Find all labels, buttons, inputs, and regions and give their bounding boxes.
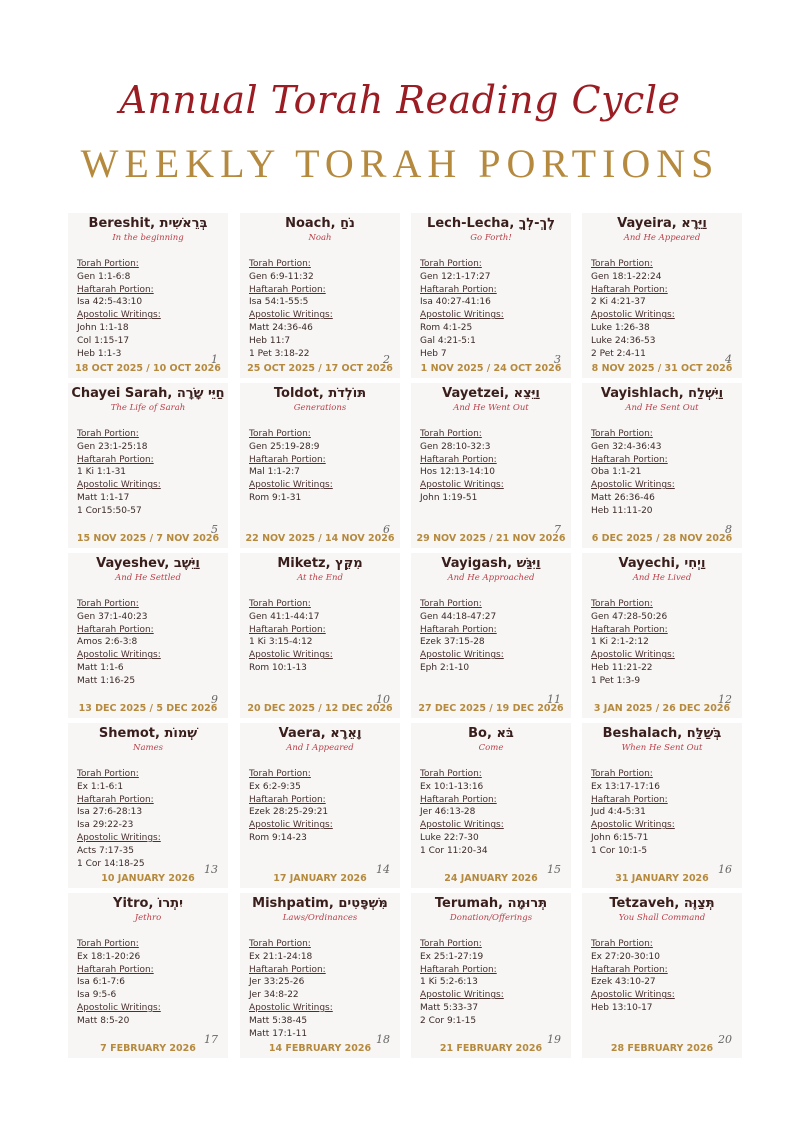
readings <box>591 938 675 1015</box>
portion-name: Vayishlach, וַיִּשְׁלַח <box>600 386 724 401</box>
portion-card <box>68 723 228 888</box>
portion-card <box>582 213 742 378</box>
readings <box>77 938 161 1028</box>
haftarah-heading: Haftarah Portion: <box>249 794 326 805</box>
portion-card <box>240 553 400 718</box>
portion-name: Vaera, וָאֵרָא <box>278 726 362 741</box>
readings <box>249 598 333 675</box>
apostolic-heading: Apostolic Writings: <box>420 990 504 1001</box>
readings <box>591 258 675 360</box>
portion-date: 7 FEBRUARY 2026 <box>100 1043 196 1054</box>
apostolic-heading: Apostolic Writings: <box>591 990 675 1001</box>
apostolic-heading: Apostolic Writings: <box>420 480 504 491</box>
torah-heading: Torah Portion: <box>420 429 482 439</box>
apostolic-reading: Luke 22:7-30 <box>420 832 479 843</box>
torah-reading: Gen 37:1-40:23 <box>77 611 148 622</box>
haftarah-heading: Haftarah Portion: <box>77 454 154 465</box>
portion-card <box>411 893 571 1058</box>
apostolic-reading: Rom 10:1-13 <box>249 662 307 673</box>
haftarah-heading: Haftarah Portion: <box>420 964 497 975</box>
haftarah-heading: Haftarah Portion: <box>591 454 668 465</box>
apostolic-reading: 2 Pet 2:4-11 <box>591 348 646 359</box>
apostolic-reading: Matt 26:36-46 <box>591 492 655 503</box>
apostolic-reading: Rom 9:14-23 <box>249 832 307 843</box>
haftarah-reading: Isa 54:1-55:5 <box>249 297 309 308</box>
haftarah-heading: Haftarah Portion: <box>420 284 497 295</box>
apostolic-reading: Matt 17:1-11 <box>249 1028 308 1039</box>
haftarah-reading: Hos 12:13-14:10 <box>420 467 495 478</box>
portion-card <box>240 723 400 888</box>
haftarah-heading: Haftarah Portion: <box>591 284 668 295</box>
apostolic-reading: Heb 11:7 <box>249 335 291 346</box>
readings <box>77 258 161 360</box>
torah-reading: Ex 25:1-27:19 <box>420 951 484 962</box>
apostolic-heading: Apostolic Writings: <box>249 480 333 491</box>
haftarah-heading: Haftarah Portion: <box>249 624 326 635</box>
portion-card <box>68 383 228 548</box>
torah-heading: Torah Portion: <box>77 599 139 609</box>
haftarah-reading: Jer 34:8-22 <box>249 990 299 1001</box>
torah-reading: Gen 6:9-11:32 <box>249 271 314 282</box>
portion-number: 16 <box>718 863 732 876</box>
haftarah-reading: Oba 1:1-21 <box>591 467 642 478</box>
haftarah-reading: Jer 33:25-26 <box>249 977 305 988</box>
portion-meaning: And He Lived <box>632 573 692 583</box>
apostolic-reading: Luke 24:36-53 <box>591 335 656 346</box>
torah-heading: Torah Portion: <box>591 429 653 439</box>
haftarah-heading: Haftarah Portion: <box>420 624 497 635</box>
portion-date: 17 JANUARY 2026 <box>273 873 367 884</box>
portion-name: Chayei Sarah, חַיֵּי שָֹרָה <box>71 386 225 401</box>
readings <box>77 428 161 518</box>
apostolic-heading: Apostolic Writings: <box>591 480 675 491</box>
portion-name: Shemot, שְׁמוֹת <box>98 726 198 741</box>
haftarah-reading: Jer 46:13-28 <box>420 807 476 818</box>
apostolic-reading: Heb 1:1-3 <box>77 348 122 359</box>
portion-meaning: Noah <box>308 233 332 243</box>
portion-number: 18 <box>376 1033 390 1046</box>
portion-name: Vayechi, וַיְחִי <box>618 556 706 571</box>
haftarah-heading: Haftarah Portion: <box>591 964 668 975</box>
portion-number: 19 <box>547 1033 561 1046</box>
portion-number: 17 <box>204 1033 218 1046</box>
apostolic-heading: Apostolic Writings: <box>249 1002 333 1013</box>
readings <box>591 428 675 518</box>
torah-reading: Ex 10:1-13:16 <box>420 781 484 792</box>
apostolic-heading: Apostolic Writings: <box>420 820 504 831</box>
apostolic-heading: Apostolic Writings: <box>591 310 675 321</box>
portion-number: 14 <box>376 863 390 876</box>
apostolic-reading: Matt 24:36-46 <box>249 322 313 333</box>
readings <box>77 768 161 870</box>
haftarah-heading: Haftarah Portion: <box>420 794 497 805</box>
haftarah-heading: Haftarah Portion: <box>591 624 668 635</box>
portion-name: Miketz, מִקֵּץ <box>277 556 363 571</box>
haftarah-heading: Haftarah Portion: <box>77 794 154 805</box>
apostolic-reading: Gal 4:21-5:1 <box>420 335 476 346</box>
haftarah-reading: Mal 1:1-2:7 <box>249 467 300 478</box>
torah-reading: Gen 47:28-50:26 <box>591 611 668 622</box>
portion-date: 25 OCT 2025 / 17 OCT 2026 <box>247 363 393 374</box>
portion-card <box>68 893 228 1058</box>
apostolic-reading: Col 1:15-17 <box>77 335 130 346</box>
portion-name: Lech-Lecha, לֶךְ-לְךָ <box>427 216 555 231</box>
torah-heading: Torah Portion: <box>249 939 311 949</box>
apostolic-reading: Matt 1:1-6 <box>77 662 124 673</box>
portion-name: Bo, בֹּא <box>468 726 514 741</box>
portion-meaning: Generations <box>293 403 347 413</box>
torah-heading: Torah Portion: <box>591 259 653 269</box>
torah-reading: Ex 13:17-17:16 <box>591 781 660 792</box>
portion-date: 13 DEC 2025 / 5 DEC 2026 <box>78 703 218 714</box>
torah-reading: Gen 41:1-44:17 <box>249 611 320 622</box>
torah-heading: Torah Portion: <box>249 429 311 439</box>
haftarah-reading: Isa 9:5-6 <box>77 990 117 1001</box>
torah-heading: Torah Portion: <box>77 429 139 439</box>
portion-date: 27 DEC 2025 / 19 DEC 2026 <box>418 703 564 714</box>
portion-name: Vayeshev, וַיֵּשֶׁב <box>96 556 200 571</box>
portion-name: Tetzaveh, תְּצַוֶּה <box>609 896 715 911</box>
portion-date: 6 DEC 2025 / 28 NOV 2026 <box>591 533 733 544</box>
torah-reading: Gen 12:1-17:27 <box>420 271 491 282</box>
apostolic-reading: Heb 13:10-17 <box>591 1002 653 1013</box>
portion-date: 28 FEBRUARY 2026 <box>610 1043 714 1054</box>
haftarah-reading: Isa 6:1-7:6 <box>77 977 125 988</box>
portion-meaning: Names <box>133 743 163 753</box>
haftarah-reading: 1 Ki 2:1-2:12 <box>591 637 649 648</box>
apostolic-heading: Apostolic Writings: <box>249 310 333 321</box>
apostolic-heading: Apostolic Writings: <box>249 820 333 831</box>
haftarah-reading: 1 Ki 3:15-4:12 <box>249 637 313 648</box>
apostolic-reading: Heb 11:21-22 <box>591 662 653 673</box>
torah-reading: Ex 21:1-24:18 <box>249 951 313 962</box>
portion-meaning: Laws/Ordinances <box>282 913 358 923</box>
readings <box>249 428 333 505</box>
haftarah-heading: Haftarah Portion: <box>77 964 154 975</box>
portion-card <box>68 553 228 718</box>
portion-meaning: And He Appeared <box>623 233 701 243</box>
portion-card <box>240 213 400 378</box>
portion-date: 22 NOV 2025 / 14 NOV 2026 <box>245 533 395 544</box>
torah-heading: Torah Portion: <box>249 599 311 609</box>
torah-reading: Gen 23:1-25:18 <box>77 441 148 452</box>
readings <box>591 768 675 858</box>
torah-heading: Torah Portion: <box>77 939 139 949</box>
apostolic-reading: John 6:15-71 <box>591 832 649 843</box>
apostolic-reading: John 1:19-51 <box>420 492 478 503</box>
portion-card <box>582 383 742 548</box>
portion-card <box>582 553 742 718</box>
portion-number: 12 <box>718 693 732 706</box>
portion-meaning: Donation/Offerings <box>449 913 533 923</box>
portion-number: 11 <box>547 693 561 706</box>
apostolic-reading: Matt 5:33-37 <box>420 1002 479 1013</box>
apostolic-heading: Apostolic Writings: <box>77 480 161 491</box>
apostolic-heading: Apostolic Writings: <box>77 832 161 843</box>
torah-reading: Gen 25:19-28:9 <box>249 441 320 452</box>
portion-card <box>68 213 228 378</box>
portion-name: Toldot, תּוֹלְדֹת <box>273 386 367 401</box>
haftarah-heading: Haftarah Portion: <box>77 284 154 295</box>
portion-number: 8 <box>725 523 732 536</box>
apostolic-reading: Matt 1:16-25 <box>77 675 136 686</box>
apostolic-heading: Apostolic Writings: <box>591 820 675 831</box>
haftarah-reading: Isa 29:22-23 <box>77 820 134 831</box>
torah-reading: Ex 6:2-9:35 <box>249 781 301 792</box>
torah-reading: Gen 32:4-36:43 <box>591 441 662 452</box>
apostolic-reading: 1 Cor 14:18-25 <box>77 858 145 869</box>
torah-heading: Torah Portion: <box>591 599 653 609</box>
portion-date: 29 NOV 2025 / 21 NOV 2026 <box>416 533 566 544</box>
apostolic-reading: Acts 7:17-35 <box>77 845 134 856</box>
portion-number: 3 <box>554 353 561 366</box>
apostolic-reading: Heb 7 <box>420 348 447 359</box>
portion-meaning: Go Forth! <box>470 233 512 243</box>
haftarah-reading: Ezek 28:25-29:21 <box>249 807 329 818</box>
portion-meaning: And He Settled <box>115 573 181 583</box>
readings <box>420 768 504 858</box>
portion-date: 18 OCT 2025 / 10 OCT 2026 <box>75 363 221 374</box>
portion-meaning: At the End <box>297 573 343 583</box>
torah-reading: Ex 18:1-20:26 <box>77 951 141 962</box>
portion-card <box>411 723 571 888</box>
haftarah-reading: Isa 42:5-43:10 <box>77 297 143 308</box>
portion-number: 6 <box>383 523 390 536</box>
torah-heading: Torah Portion: <box>591 939 653 949</box>
readings <box>420 938 504 1028</box>
portion-name: Noach, נֹחַ <box>285 216 355 231</box>
portion-card <box>411 553 571 718</box>
portion-date: 8 NOV 2025 / 31 OCT 2026 <box>591 363 733 374</box>
readings <box>420 258 504 360</box>
portion-card <box>240 383 400 548</box>
portion-number: 7 <box>554 523 561 536</box>
portion-number: 4 <box>725 353 732 366</box>
torah-heading: Torah Portion: <box>249 259 311 269</box>
portion-number: 13 <box>204 863 218 876</box>
readings <box>249 258 333 360</box>
apostolic-reading: 1 Pet 1:3-9 <box>591 675 641 686</box>
portion-date: 21 FEBRUARY 2026 <box>439 1043 543 1054</box>
portion-name: Vayigash, וַיִּגַּשׁ <box>441 556 541 571</box>
apostolic-heading: Apostolic Writings: <box>77 310 161 321</box>
portion-date: 31 JANUARY 2026 <box>615 873 709 884</box>
portion-number: 15 <box>547 863 561 876</box>
haftarah-reading: Jud 4:4-5:31 <box>591 807 646 818</box>
apostolic-reading: John 1:1-18 <box>77 322 129 333</box>
torah-heading: Torah Portion: <box>420 259 482 269</box>
portion-meaning: When He Sent Out <box>621 743 703 753</box>
apostolic-reading: Matt 8:5-20 <box>77 1015 130 1026</box>
apostolic-heading: Apostolic Writings: <box>249 650 333 661</box>
portion-card <box>411 383 571 548</box>
readings <box>249 938 333 1040</box>
portion-number: 2 <box>383 353 390 366</box>
haftarah-reading: Ezek 37:15-28 <box>420 637 485 648</box>
portion-date: 14 FEBRUARY 2026 <box>268 1043 372 1054</box>
readings <box>591 598 675 688</box>
apostolic-reading: 1 Pet 3:18-22 <box>249 348 310 359</box>
haftarah-heading: Haftarah Portion: <box>420 454 497 465</box>
haftarah-reading: 1 Ki 5:2-6:13 <box>420 977 478 988</box>
torah-heading: Torah Portion: <box>77 769 139 779</box>
torah-reading: Ex 1:1-6:1 <box>77 781 124 792</box>
portion-number: 5 <box>211 523 218 536</box>
portion-number: 9 <box>211 693 218 706</box>
readings <box>420 428 504 505</box>
haftarah-reading: 1 Ki 1:1-31 <box>77 467 127 478</box>
torah-heading: Torah Portion: <box>591 769 653 779</box>
readings <box>77 598 161 688</box>
apostolic-heading: Apostolic Writings: <box>420 650 504 661</box>
haftarah-heading: Haftarah Portion: <box>249 284 326 295</box>
torah-reading: Gen 28:10-32:3 <box>420 441 491 452</box>
haftarah-heading: Haftarah Portion: <box>77 624 154 635</box>
apostolic-reading: 1 Cor15:50-57 <box>77 505 142 516</box>
portion-card <box>582 893 742 1058</box>
apostolic-reading: Rom 4:1-25 <box>420 322 473 333</box>
portion-meaning: And He Approached <box>447 573 535 583</box>
haftarah-reading: 2 Ki 4:21-37 <box>591 297 646 308</box>
torah-heading: Torah Portion: <box>249 769 311 779</box>
apostolic-heading: Apostolic Writings: <box>77 650 161 661</box>
haftarah-heading: Haftarah Portion: <box>249 454 326 465</box>
portion-name: Yitro, יִתְרוֹ <box>113 896 183 911</box>
haftarah-reading: Isa 40:27-41:16 <box>420 297 491 308</box>
portion-meaning: And He Went Out <box>453 403 529 413</box>
torah-heading: Torah Portion: <box>77 259 139 269</box>
portion-meaning: And I Appeared <box>286 743 354 753</box>
haftarah-reading: Amos 2:6-3:8 <box>77 637 138 648</box>
portion-number: 20 <box>718 1033 732 1046</box>
portion-date: 10 JANUARY 2026 <box>101 873 195 884</box>
apostolic-reading: Heb 11:11-20 <box>591 505 653 516</box>
page-title: WEEKLY TORAH PORTIONS <box>80 141 720 186</box>
portion-name: Vayeira, וַיֵּרָא <box>617 216 707 231</box>
apostolic-reading: 1 Cor 10:1-5 <box>591 845 648 856</box>
portion-name: Bereshit, בְּרֵאשִׁית <box>88 216 208 231</box>
portion-name: Vayetzei, וַיֵּצֵא <box>442 386 540 401</box>
portion-meaning: Come <box>478 743 504 753</box>
apostolic-reading: 2 Cor 9:1-15 <box>420 1015 477 1026</box>
portion-meaning: The Life of Sarah <box>110 403 186 413</box>
readings <box>249 768 333 845</box>
apostolic-reading: Eph 2:1-10 <box>420 662 470 673</box>
portion-meaning: You Shall Command <box>618 913 706 923</box>
haftarah-reading: Isa 27:6-28:13 <box>77 807 143 818</box>
portion-date: 3 JAN 2025 / 26 DEC 2026 <box>593 703 731 714</box>
torah-reading: Ex 27:20-30:10 <box>591 951 660 962</box>
portion-number: 1 <box>211 353 218 366</box>
torah-reading: Gen 44:18-47:27 <box>420 611 497 622</box>
apostolic-reading: 1 Cor 11:20-34 <box>420 845 488 856</box>
haftarah-reading: Ezek 43:10-27 <box>591 977 656 988</box>
apostolic-reading: Matt 5:38-45 <box>249 1015 308 1026</box>
portion-number: 10 <box>376 693 390 706</box>
portion-card <box>411 213 571 378</box>
apostolic-reading: Rom 9:1-31 <box>249 492 302 503</box>
portion-date: 24 JANUARY 2026 <box>444 873 538 884</box>
torah-reading: Gen 1:1-6:8 <box>77 271 131 282</box>
portion-meaning: Jethro <box>134 913 162 923</box>
torah-reading: Gen 18:1-22:24 <box>591 271 662 282</box>
portion-meaning: And He Sent Out <box>625 403 699 413</box>
haftarah-heading: Haftarah Portion: <box>591 794 668 805</box>
script-title: Annual Torah Reading Cycle <box>119 78 681 122</box>
apostolic-reading: Matt 1:1-17 <box>77 492 130 503</box>
portion-card <box>240 893 400 1058</box>
portion-meaning: In the beginning <box>112 233 184 243</box>
apostolic-heading: Apostolic Writings: <box>77 1002 161 1013</box>
apostolic-heading: Apostolic Writings: <box>420 310 504 321</box>
portion-date: 20 DEC 2025 / 12 DEC 2026 <box>247 703 393 714</box>
portion-name: Mishpatim, מִּשְׁפָּטִים <box>252 896 388 911</box>
torah-heading: Torah Portion: <box>420 599 482 609</box>
haftarah-heading: Haftarah Portion: <box>249 964 326 975</box>
portion-name: Beshalach, בְּשַׁלַּח <box>602 726 722 741</box>
portion-date: 1 NOV 2025 / 24 OCT 2026 <box>420 363 562 374</box>
portion-name: Terumah, תְּרוּמָה <box>434 896 548 911</box>
portion-date: 15 NOV 2025 / 7 NOV 2026 <box>76 533 220 544</box>
apostolic-heading: Apostolic Writings: <box>591 650 675 661</box>
portion-card <box>582 723 742 888</box>
torah-heading: Torah Portion: <box>420 939 482 949</box>
readings <box>420 598 504 675</box>
apostolic-reading: Luke 1:26-38 <box>591 322 650 333</box>
torah-heading: Torah Portion: <box>420 769 482 779</box>
